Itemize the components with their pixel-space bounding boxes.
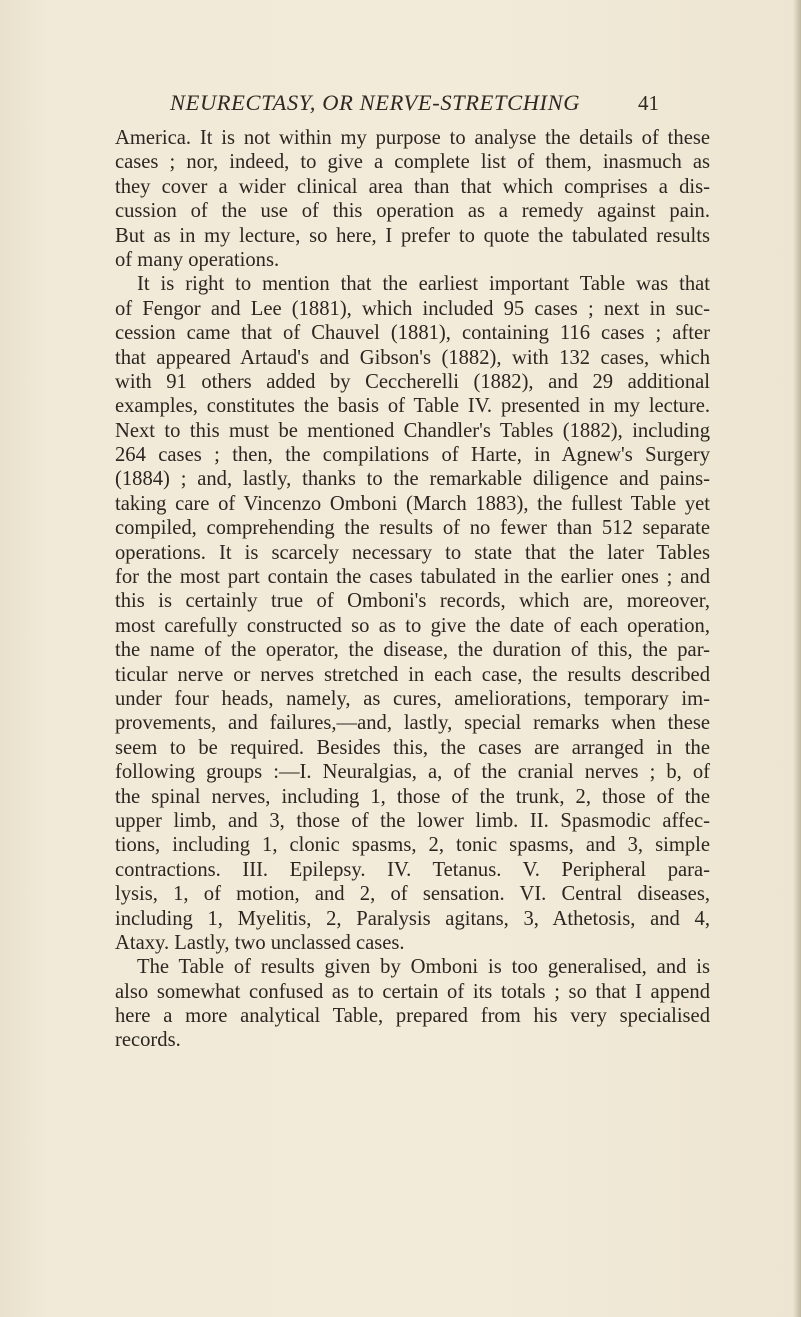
text-line: also somewhat confused as to certain of its totals ; so that I append (115, 980, 710, 1003)
text-line: cession came that of Chauvel (1881), containing 116 cases ; after (115, 322, 710, 345)
body-text (115, 126, 710, 1053)
paragraph-2 (115, 272, 710, 955)
text-line: under four heads, namely, as cures, ameliorations, temporary im- (115, 687, 710, 710)
page-edge-shadow (793, 0, 801, 1317)
text-line: operations. It is scarcely necessary to state that the later Tables (115, 541, 710, 564)
text-line: of Fengor and Lee (1881), which included 95 cases ; next in suc- (115, 297, 710, 320)
text-line: that appeared Artaud's and Gibson's (1882), with 132 cases, which (115, 346, 710, 369)
text-line: the name of the operator, the disease, the duration of this, the par- (115, 639, 710, 662)
text-line: cussion of the use of this operation as a remedy against pain. (115, 200, 710, 223)
text-line: this is certainly true of Omboni's records, which are, moreover, (115, 590, 710, 613)
text-line: upper limb, and 3, those of the lower limb. II. Spasmodic affec- (115, 809, 710, 832)
text-line: 264 cases ; then, the compilations of Harte, in Agnew's Surgery (115, 444, 710, 467)
text-line: tions, including 1, clonic spasms, 2, tonic spasms, and 3, simple (115, 834, 710, 857)
text-line: including 1, Myelitis, 2, Paralysis agitans, 3, Athetosis, and 4, (115, 907, 710, 930)
text-line: It is right to mention that the earliest important Table was that (137, 273, 710, 296)
text-line: But as in my lecture, so here, I prefer to quote the tabulated results (115, 224, 710, 247)
text-line: the spinal nerves, including 1, those of the trunk, 2, those of the (115, 785, 710, 808)
text-line: Ataxy. Lastly, two unclassed cases. (115, 931, 405, 954)
text-line: cases ; nor, indeed, to give a complete list of them, inasmuch as (115, 151, 710, 174)
page-number: 41 (638, 91, 659, 115)
text-line: compiled, comprehending the results of no fewer than 512 separate (115, 517, 710, 540)
text-line: ticular nerve or nerves stretched in each case, the results described (115, 663, 710, 686)
text-line: here a more analytical Table, prepared from his very specialised (115, 1005, 710, 1028)
text-line: examples, constitutes the basis of Table IV. presented in my lecture. (115, 395, 710, 418)
text-line: seem to be required. Besides this, the cases are arranged in the (115, 736, 710, 759)
text-line: provements, and failures,—and, lastly, special remarks when these (115, 712, 710, 735)
paragraph-1 (115, 126, 710, 272)
text-line: of many operations. (115, 248, 280, 271)
text-line: Next to this must be mentioned Chandler's Tables (1882), including (115, 419, 710, 442)
paragraph-3 (115, 955, 710, 1053)
text-line: The Table of results given by Omboni is too generalised, and is (137, 956, 710, 979)
text-line: they cover a wider clinical area than that which comprises a dis- (115, 175, 710, 198)
text-line: America. It is not within my purpose to analyse the details of these (115, 127, 710, 149)
text-line: records. (115, 1029, 181, 1052)
text-line: (1884) ; and, lastly, thanks to the remarkable diligence and pains- (115, 468, 710, 491)
running-title: NEURECTASY, OR NERVE-STRETCHING (170, 90, 581, 115)
text-line: taking care of Vincenzo Omboni (March 1883), the fullest Table yet (115, 492, 710, 515)
text-line: contractions. III. Epilepsy. IV. Tetanus. V. Peripheral para- (115, 858, 710, 881)
page-header (0, 90, 801, 120)
text-line: most carefully constructed so as to give the date of each operation, (115, 614, 710, 637)
text-line: with 91 others added by Ceccherelli (1882), and 29 additional (115, 370, 710, 393)
text-line: following groups :—I. Neuralgias, a, of the cranial nerves ; b, of (115, 761, 710, 784)
text-line: for the most part contain the cases tabulated in the earlier ones ; and (115, 566, 710, 589)
text-line: lysis, 1, of motion, and 2, of sensation. VI. Central diseases, (115, 883, 710, 906)
